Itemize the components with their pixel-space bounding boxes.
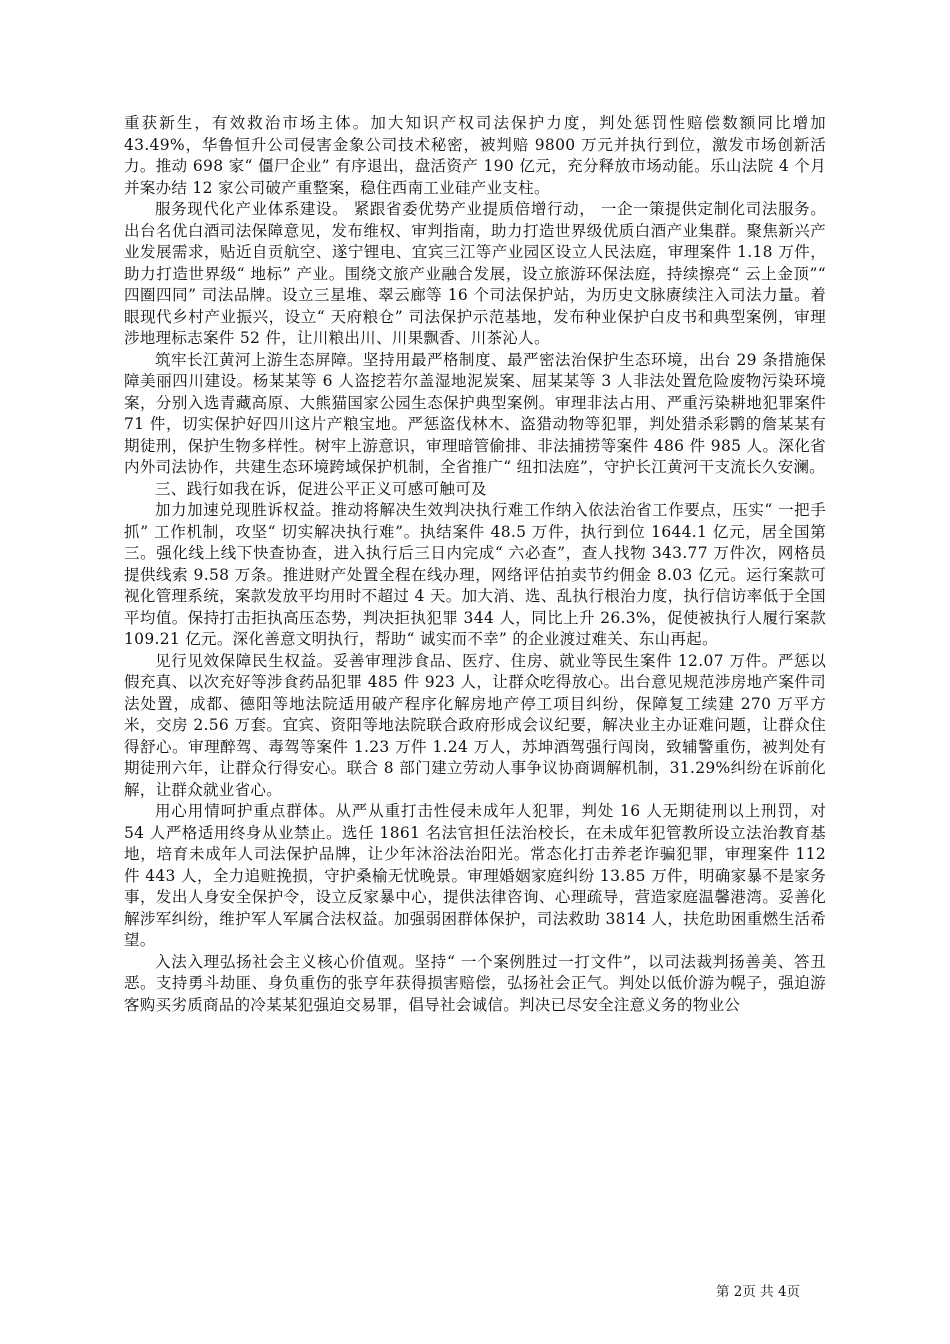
section-heading: 三、践行如我在诉，促进公平正义可感可触可及 [155, 479, 487, 498]
paragraph-6: 用心用情呵护重点群体。从严从重打击性侵未成年人犯罪，判处 16 人无期徒刑以上刑罚，对 54 人严格适用终身从业禁止。选任 1861 名法官担任法治校长，在未成年犯管教所设立法治教育基地，培育未成年人司法保护品牌，让少年沐浴法治阳光。常态化打击养老诈骗犯罪，审理案件 112 件 443 人，全力追赃挽损，守护桑榆无忧晚景。审理婚姻家庭纠纷 13.85 万件，明确家暴不是家务事，发出人身安全保护令，设立反家暴中心，提供法律咨询、心理疏导，营造家庭温馨港湾。妥善化解涉军纠纷，维护军人军属合法权益。加强弱困群体保护，司法救助 3814 人，扶危助困重燃生活希望。 [124, 802, 826, 949]
page-number-footer: 第 2页 共 4页 [716, 1284, 801, 1300]
paragraph-7: 入法入理弘扬社会主义核心价值观。坚持“ 一个案例胜过一打文件”，以司法裁判扬善美、答丑恶。支持勇斗劫匪、身负重伤的张亨年获得损害赔偿，弘扬社会正气。判处以低价游为幌子，强迫游客购买劣质商品的冷某某犯强迫交易罪，倡导社会诚信。判决已尽安全注意义务的物业公 [124, 952, 826, 1014]
document-body [124, 113, 826, 1016]
paragraph-3: 筑牢长江黄河上游生态屏障。坚持用最严格制度、最严密法治保护生态环境，出台 29 条措施保障美丽四川建设。杨某某等 6 人盗挖若尔盖湿地泥炭案、屈某某等 3 人非法处置危险废物污染环境案，分别入选青藏高原、大熊猫国家公园生态保护典型案例。审理非法占用、严重污染耕地犯罪案件 71 件，切实保护好四川这片产粮宝地。严惩盗伐林木、盗猎动物等犯罪，判处猎杀彩鹮的詹某某有期徒刑，保护生物多样性。树牢上游意识，审理暗管偷排、非法捕捞等案件 486 件 985 人。深化省内外司法协作，共建生态环境跨域保护机制，全省推广“ 纽扣法庭”，守护长江黄河干支流长久安澜。 [124, 350, 826, 476]
paragraph-5: 见行见效保障民生权益。妥善审理涉食品、医疗、住房、就业等民生案件 12.07 万件。严惩以假充真、以次充好等涉食药品犯罪 485 件 923 人，让群众吃得放心。出台意见规范涉房地产案件司法处置，成都、德阳等地法院适用破产程序化解房地产停工项目纠纷，保障复工续建 270 万平方米，交房 2.56 万套。宜宾、资阳等地法院联合政府形成会议纪要，解决业主办证难问题，让群众住得舒心。审理醉驾、毒驾等案件 1.23 万件 1.24 万人，苏坤酒驾强行闯岗，致辅警重伤，被判处有期徒刑六年，让群众行得安心。联合 8 部门建立劳动人事争议协商调解机制，31.29%纠纷在诉前化解，让群众就业省心。 [124, 651, 826, 799]
paragraph-4: 加力加速兑现胜诉权益。推动将解决生效判决执行难工作纳入依法治省工作要点，压实“ 一把手抓” 工作机制，攻坚“ 切实解决执行难”。执结案件 48.5 万件，执行到位 1644.1 亿元，居全国第三。强化线上线下快查协查，进入执行后三日内完成“ 六必查”，查人找物 343.77 万件次，网格员提供线索 9.58 万条。推进财产处置全程在线办理，网络评估拍卖节约佣金 8.03 亿元。运行案款可视化管理系统，案款发放平均用时不超过 4 天。加大消、选、乱执行根治力度，执行信访率低于全国平均值。保持打击拒执高压态势，判决拒执犯罪 344 人，同比上升 26.3%，促使被执行人履行案款 109.21 亿元。深化善意文明执行，帮助“ 诚实而不幸” 的企业渡过难关、东山再起。 [124, 501, 826, 648]
paragraph-2: 服务现代化产业体系建设。 紧跟省委优势产业提质倍增行动， 一企一策提供定制化司法服务。出台名优白酒司法保障意见，发布维权、审判指南，助力打造世界级优质白酒产业集群。聚焦新兴产业发展需求，贴近自贡航空、遂宁锂电、宜宾三江等产业园区设立人民法庭，审理案件 1.18 万件，助力打造世界级“ 地标” 产业。围绕文旅产业融合发展，设立旅游环保法庭，持续擦亮“ 云上金顶”“ 四圈四同” 司法品牌。设立三星堆、翠云廊等 16 个司法保护站，为历史文脉赓续注入司法力量。着眼现代乡村产业振兴，设立“ 天府粮仓” 司法保护示范基地，发布种业保护白皮书和典型案例，审理涉地理标志案件 52 件，让川粮出川、川果飘香、川茶沁人。 [124, 200, 826, 347]
paragraph-1: 重获新生，有效救治市场主体。加大知识产权司法保护力度，判处惩罚性赔偿数额同比增加 43.49%，华鲁恒升公司侵害金象公司技术秘密，被判赔 9800 万元并执行到位，激发市场创新活力。推动 698 家“ 僵尸企业” 有序退出，盘活资产 190 亿元，充分释放市场动能。乐山法院 4 个月并案办结 12 家公司破产重整案，稳住西南工业硅产业支柱。 [124, 114, 826, 197]
